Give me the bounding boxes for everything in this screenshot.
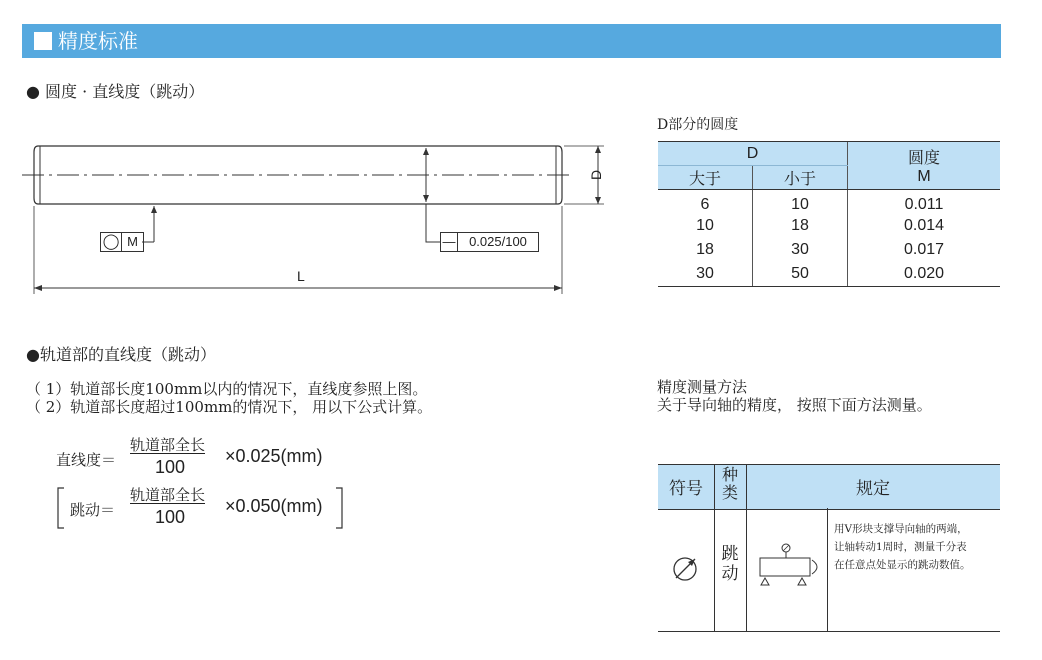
method-title: 精度测量方法 [657,378,748,396]
col-header-kind [714,466,746,502]
formula2-denominator: 100 [155,507,186,527]
col-header-d: D [658,142,848,166]
cell-over: 10 [696,217,714,234]
kind-runout [714,544,746,584]
cell-roundness: 0.017 [848,238,1001,262]
kind-runout-2: 动 [721,564,739,584]
col-header-roundness-label: 圆度 [907,148,940,167]
runout-measurement-diagram [752,540,824,594]
formula1-denominator: 100 [155,457,186,477]
rule-line-2: 让轴转动1周时，测量千分表 [834,541,967,553]
straightness-value: 0.025/100 [469,234,527,249]
col-header-roundness [848,142,1001,190]
formula2-lhs: 跳动＝ [70,501,116,519]
formula1-lhs: 直线度＝ [56,451,117,469]
cell-roundness: 0.011 [848,190,1001,215]
cell-under: 30 [753,238,848,262]
roundness-control-frame [100,232,144,252]
col-header-symbol: 符号 [669,479,703,499]
roundness-table [658,141,1000,287]
cell-under: 50 [753,262,848,286]
col-header-over: 大于 [658,166,753,190]
l-dimension-label: L [297,268,305,284]
page-title: 精度标准 [58,29,138,53]
rule-description [834,520,971,574]
rule-line-1: 用V形块支撑导向轴的两端， [834,523,968,535]
runout-symbol-icon [670,554,700,584]
cell-over: 18 [696,241,714,258]
cell-roundness: 0.014 [848,214,1001,238]
method-description: 关于导向轴的精度， 按照下面方法测量。 [657,396,932,414]
condition-line-2: （ 2）轨道部长度超过100mm的情况下， 用以下公式计算。 [26,398,433,416]
col-header-under: 小于 [753,166,848,190]
header-square-icon [34,32,52,50]
section-header-bar [22,24,1001,58]
kind-runout-1: 跳 [721,544,739,564]
cell-under: 10 [753,190,848,215]
formula2-factor: ×0.050(mm) [225,496,323,516]
formula1-factor: ×0.025(mm) [225,446,323,466]
formula1-numerator: 轨道部全长 [130,436,206,454]
straightness-symbol-icon: — [441,233,458,251]
col-header-kind-1: 种 [721,465,738,484]
col-header-kind-2: 类 [721,483,738,502]
cell-over: 30 [658,262,753,286]
section-title-roundness: ● 圆度 · 直线度（跳动） [26,82,205,101]
rule-line-3: 在任意点处显示的跳动数值。 [834,559,971,571]
straightness-control-frame [440,232,539,252]
col-header-m-label: M [917,168,931,185]
roundness-table-caption: D部分的圆度 [657,117,739,133]
cell-under: 18 [753,214,848,238]
cell-over: 6 [700,196,710,213]
formula2-numerator: 轨道部全长 [130,486,206,504]
roundness-ref-label: M [127,234,138,249]
d-dimension-label: D [588,169,604,181]
roundness-symbol-icon: ◯ [101,233,122,251]
cell-roundness: 0.020 [848,262,1001,286]
shaft-drawing [20,138,620,298]
col-header-rule: 规定 [856,479,890,499]
section-title-straightness: ●轨道部的直线度（跳动） [26,345,216,364]
spec-table [658,464,1000,632]
condition-line-1: （ 1）轨道部长度100mm以内的情况下，直线度参照上图。 [26,380,428,398]
